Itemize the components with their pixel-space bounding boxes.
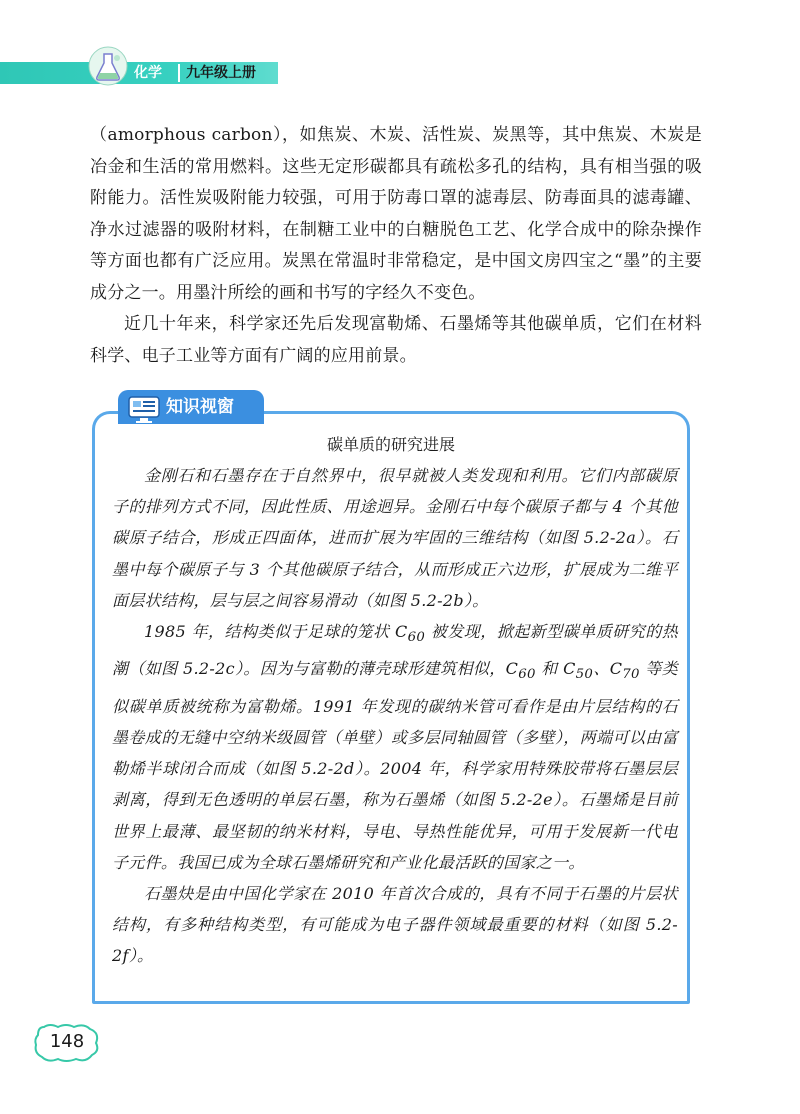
body-text bbox=[90, 120, 702, 372]
kw-p2-b: 被发现，掀起新型碳单质研究的热潮（如图 5.2-2c）。因为与富勒的薄壳球形建筑相似，C bbox=[112, 622, 678, 679]
kw-paragraph-2 bbox=[112, 616, 678, 878]
monitor-icon bbox=[128, 396, 160, 424]
kw-p2-sub4: 70 bbox=[622, 667, 640, 683]
kw-p2-c: 和 C bbox=[535, 659, 576, 679]
knowledge-window-label: 知识视窗 bbox=[166, 397, 234, 417]
page-number: 148 bbox=[49, 1031, 85, 1052]
kw-p2-sub3: 50 bbox=[575, 667, 594, 683]
knowledge-window-text bbox=[112, 460, 678, 972]
body-paragraph-1: （amorphous carbon），如焦炭、木炭、活性炭、炭黑等，其中焦炭、木炭是冶金和生活的常用燃料。这些无定形碳都具有疏松多孔的结构，具有相当强的吸附能力。活性炭吸附能力较强，可用于防毒口罩的滤毒层、防毒面具的滤毒罐、净水过滤器的吸附材料，在制糖工业中的白糖脱色工艺、化学合成中的除杂操作等方面也都有广泛应用。炭黑在常温时非常稳定，是中国文房四宝之“墨”的主要成分之一。用墨汁所绘的画和书写的字经久不变色。 bbox=[90, 125, 702, 303]
kw-paragraph-3: 石墨炔是由中国化学家在 2010 年首次合成的，具有不同于石墨的片层状结构，有多种结构类型，有可能成为电子器件领域最重要的材料（如图 5.2-2f）。 bbox=[112, 884, 678, 966]
header-divider bbox=[178, 64, 180, 82]
header-subject: 化学 bbox=[134, 65, 162, 81]
kw-p2-d: 、C bbox=[593, 659, 623, 679]
header-grade: 九年级上册 bbox=[186, 65, 256, 81]
kw-p2-e: 等类似碳单质被统称为富勒烯。1991 年发现的碳纳米管可看作是由片层结构的石墨卷成的无缝中空纳米级圆管（单壁）或多层同轴圆管（多壁），两端可以由富勒烯半球闭合而成（如图 5.2-2d）。2004 年，科学家用特殊胶带将石墨层层剥离，得到无色透明的单层石墨，称为石墨烯（如图 5.2-2e）。石墨烯是目前世界上最薄、最坚韧的纳米材料，导电、导热性能优异，可用于发展新一代电子元件。我国已成为全球石墨烯研究和产业化最活跃的国家之一。 bbox=[112, 659, 678, 872]
body-paragraph-2: 近几十年来，科学家还先后发现富勒烯、石墨烯等其他碳单质，它们在材料科学、电子工业等方面有广阔的应用前景。 bbox=[90, 314, 702, 366]
kw-paragraph-1: 金刚石和石墨存在于自然界中，很早就被人类发现和利用。它们内部碳原子的排列方式不同，因此性质、用途迥异。金刚石中每个碳原子都与 4 个其他碳原子结合，形成正四面体，进而扩展为牢固的三维结构（如图 5.2-2a）。石墨中每个碳原子与 3 个其他碳原子结合，从而形成正六边形，扩展成为二维平面层状结构，层与层之间容易滑动（如图 5.2-2b）。 bbox=[112, 466, 678, 610]
flask-icon bbox=[88, 46, 128, 86]
kw-p2-a: 1985 年，结构类似于足球的笼状 C bbox=[144, 622, 408, 642]
kw-p2-sub2: 60 bbox=[518, 667, 536, 683]
knowledge-window-title: 碳单质的研究进展 bbox=[326, 435, 455, 454]
kw-p2-sub1: 60 bbox=[407, 630, 426, 646]
